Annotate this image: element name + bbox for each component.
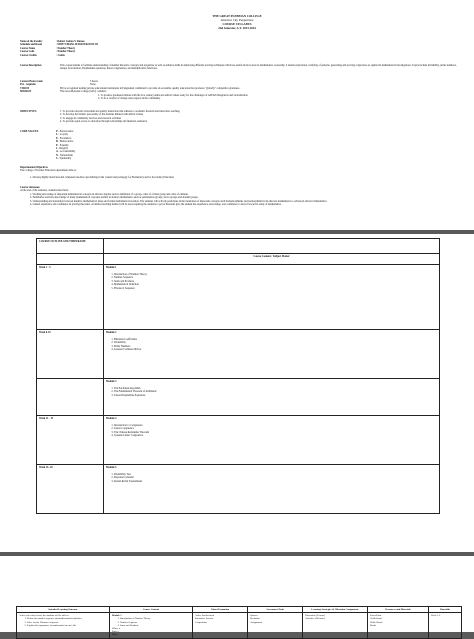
info-row: Course Name : Number Theory bbox=[20, 46, 76, 50]
plan-header: Learning Strategies & Allocation Components bbox=[303, 607, 368, 613]
list-item: 3. Prime Numbers bbox=[114, 345, 437, 349]
contact-block: Contact Hours/week 3 hours Pre - requisite None VISION By be recognized leading private educational institutions in Pangasinan committed to provide an accessible quality education that produces "globally" competitive graduates. MISSION The Great Plebeian College (GPC) commits: 1. To produce graduates imbued with the 21st century skills and ethical values ready for the challenges of ASEAN Integration and Globalization 2. To be a catalyst of change and progress in the community bbox=[20, 80, 248, 101]
week-cell bbox=[37, 379, 104, 416]
info-row: Course Code : Number Theory bbox=[20, 50, 76, 54]
core-values-list: P - Perseverance L - Loyalty E - Excellence B - Benevolence E - Equality I - Integrity A - Accountability N - Nationalism S - Spirituality bbox=[56, 130, 76, 161]
table-row bbox=[17, 613, 462, 638]
departmental-objectives: Departmental Objectives The College of Teacher Education department aims to: 1. Develop highly motivated and competent teachers specializing in the content and pedagogy for Elementary and/or Secondary Education bbox=[20, 166, 174, 179]
list-item: 1. Introduction of Number Theory bbox=[120, 617, 190, 620]
outline-title: COURSE OUTLINE AND TIMEFRAME bbox=[37, 239, 104, 254]
values-cell: Active Involvement Interactive Session Cooperation bbox=[193, 613, 248, 638]
module-cell: Module 5 1. Divisibility Test 2. Perpetual Calendar 3. Round-Robin Tournaments bbox=[104, 465, 440, 514]
objectives-label: OBJECTIVES bbox=[20, 110, 37, 113]
table-row bbox=[37, 379, 440, 416]
list-item: 1. Introduction of Number Theory bbox=[114, 273, 437, 277]
syllabus-page-3 bbox=[0, 556, 474, 637]
list-item: 3. Linear Diophantine Equations bbox=[114, 394, 437, 398]
content-header-blank bbox=[104, 239, 440, 254]
list-item: 2. Linear Congruence bbox=[114, 427, 437, 431]
table-row bbox=[37, 416, 440, 465]
list-item: 1. Divisibility Test bbox=[114, 473, 437, 477]
plan-header: Intended Learning Outcome bbox=[17, 607, 110, 613]
plan-header: Assessment Tasks bbox=[248, 607, 303, 613]
list-item: 4. Systems Linear Congruence bbox=[114, 434, 437, 438]
ilo-cell: At the end of the lesson, the students will be able to: 1. Define the number sequence and mathematical induction 2. Solve for the Fibonacci sequence 3. Explain the importance of mathematics in one's life bbox=[17, 613, 110, 638]
list-item: 5. Fibonacci Sequence bbox=[114, 287, 437, 291]
list-item: 4. Mathematical Induction bbox=[114, 283, 437, 287]
list-item: 2. Number Sequence bbox=[120, 621, 190, 624]
college-location: Alaminos City, Pangasinan bbox=[220, 18, 254, 22]
list-item: 3. The Chinese Remainder Theorem bbox=[114, 431, 437, 435]
list-item: 2. Perpetual Calendar bbox=[114, 476, 437, 480]
core-values-label: CORE VALUES bbox=[20, 130, 39, 133]
course-outline-table bbox=[36, 238, 440, 514]
list-item: 1. The Euclidean Algorithm bbox=[114, 387, 437, 391]
info-row: Schedule and Room : MWF 9:00AM-10:00AM ROOM 311 bbox=[20, 43, 99, 47]
list-item: 3. Sums and Products bbox=[114, 280, 437, 284]
syllabus-page-1 bbox=[0, 0, 474, 230]
syllabus-page-2 bbox=[0, 234, 474, 552]
list-item: 2. Divisibility bbox=[114, 341, 437, 345]
list-item: 1. Introduction to Congruence bbox=[114, 424, 437, 428]
plan-header: Values/Formation bbox=[193, 607, 248, 613]
list-item: 1. Define the number sequence and mathematical induction bbox=[27, 617, 107, 620]
content-header: Course Content / Subject Matter bbox=[104, 254, 440, 265]
list-item: 3. Explain the importance of mathematics in one's life bbox=[27, 624, 107, 627]
plan-header: Timetable bbox=[429, 607, 462, 613]
plan-header: Course Content bbox=[110, 607, 193, 613]
module-cell: Module 1 1. Introduction of Number Theory 2. Number Sequence 3. Sums and Products 4. Mathematical Induction 5. Fibonacci Sequence bbox=[104, 265, 440, 330]
document-type: COURSE SYLLABUS bbox=[222, 22, 252, 26]
content-cell: Module 1 1. Introduction of Number Theory 2. Number Sequence 3. Sums and Products Where n Euler's Math bbox=[110, 613, 193, 638]
table-row bbox=[37, 330, 440, 379]
info-row: Name of the Faculty : Robert Joshua V. Ramos bbox=[20, 40, 85, 43]
learning-plan-table bbox=[16, 606, 462, 639]
week-cell: Week 11 - 15 bbox=[37, 416, 104, 465]
list-item: 2. Solve for the Fibonacci sequence bbox=[27, 621, 107, 624]
week-cell: Week 16 -20 bbox=[37, 465, 104, 514]
assessment-cell: Quizzes Recitation Assignments bbox=[248, 613, 303, 638]
module-cell: Module 3 1. The Euclidean Algorithm 2. The Fundamental Theorem of Arithmetic 3. Linear Diophantine Equations bbox=[104, 379, 440, 416]
module-cell: Module 2 1. Binomial Coefficients 2. Divisibility 3. Prime Numbers 4. Greatest Common Divisor bbox=[104, 330, 440, 379]
description-label: Course Description bbox=[20, 64, 42, 67]
objectives-list: 1. To provide relevant curriculum and quality instruction that adheres to academic freedom and innovative teaching 2. To develop the holistic personality of the students imbued with ethical virtues 3. To engage in community services and research activities 4. To provide equal access to education through scholarship and financial assistance bbox=[60, 110, 180, 124]
strategies-cell: Discussion (3 hours) Activities (20 hours) bbox=[303, 613, 368, 638]
list-item: 1. Binomial Coefficients bbox=[114, 338, 437, 342]
list-item: 2. Number Sequence bbox=[114, 276, 437, 280]
list-item: 2. The Fundamental Theorem of Arithmetic bbox=[114, 390, 437, 394]
table-row bbox=[37, 265, 440, 330]
college-name: THE GREAT PLEBEIAN COLLEGE bbox=[212, 14, 262, 18]
list-item: 3. Round-Robin Tournaments bbox=[114, 480, 437, 484]
list-item: 4. Greatest Common Divisor bbox=[114, 348, 437, 352]
resources-cell: PowerPoint Chalk board White Board Books bbox=[368, 613, 429, 638]
list-item: 3. Sums and Products bbox=[120, 624, 190, 627]
description-text: This course intends to facilitate understanding of number theoretic concepts and properties as well as enhance skills in employing different proving techniques which are useful in most areas in mathematics. Generally, it entails exploration, verifying of patterns, generating and proving conjectures as applied in mathematical investigations. Topics include divisibility, prime numbers, unique factorization, Diophantine equations, linear congruences, and multiplicative functions. bbox=[60, 64, 457, 71]
semester: 2nd Semester, A.Y. 2023-2024 bbox=[218, 26, 256, 30]
module-cell: Module 4 1. Introduction to Congruence 2. Linear Congruence 3. The Chinese Remainder Theorem 4. Systems Linear Congruence bbox=[104, 416, 440, 465]
table-row bbox=[37, 465, 440, 514]
plan-header: Resources and Materials bbox=[368, 607, 429, 613]
week-cell: Week 1 - 5 bbox=[37, 265, 104, 330]
timetable-cell: Week 1-5 bbox=[429, 613, 462, 638]
info-row: Course Credits : 3 units bbox=[20, 53, 65, 57]
course-info bbox=[20, 40, 220, 57]
course-outcomes: Course Outcomes At the end of the semester, students must have: 1. Working knowledge of important mathematical concepts in abstract algebra such as definition of a group, order of a finite group and order of element. 2. Familiarize and have knowledge of many mathematical concepts studied in abstract mathematics such as permutation groups, factor groups and abelian groups. 3. Understanding and translation between intuitive mathematical ideas and formal mathematical notation. The students will actively participate in the translation of important concepts such homomorphisms and isomorphisms from discrete mathematics to advanced abstract mathematics. 4. Gained experience and confidence in proving theorems. A blended teaching method will be used requiring the students to prove theorems give the student the experience, knowledge, and confidence to move forward in study of mathematics. bbox=[20, 186, 328, 207]
week-cell: Week 6-10 bbox=[37, 330, 104, 379]
